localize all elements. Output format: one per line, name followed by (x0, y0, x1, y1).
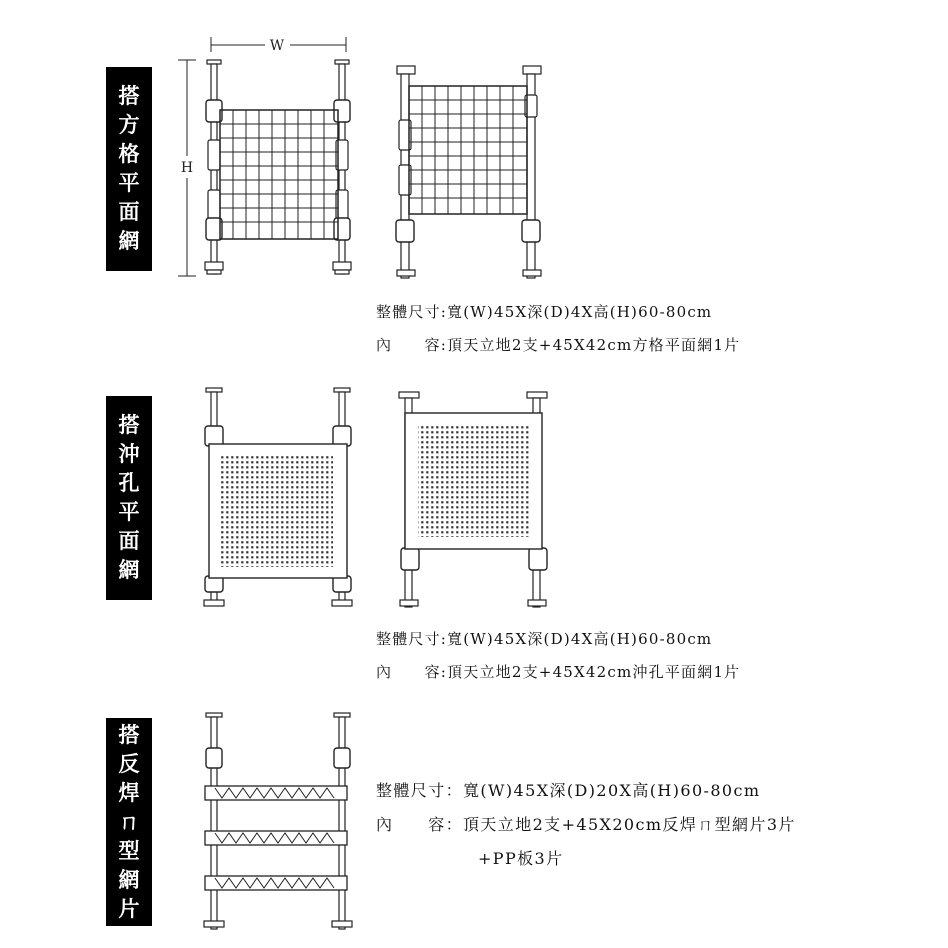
u-shelf (205, 876, 347, 890)
title-char: 搭 (118, 413, 140, 437)
title-char: 面 (118, 200, 140, 224)
tension-pole-left (204, 713, 224, 929)
tension-pole-left (396, 66, 415, 278)
title-char: 搭 (118, 722, 140, 747)
dimension-w-label: W (269, 38, 285, 54)
tension-pole-right (333, 60, 351, 274)
title-char: 搭 (118, 84, 140, 108)
grid-panel-alt-view (396, 66, 541, 278)
contents: 內 容：頂天立地2支+45X20cm反焊ㄇ型網片3片 (376, 815, 796, 834)
u-shelf (205, 786, 347, 800)
title-char: 反 (118, 751, 140, 776)
u-shelf (205, 831, 347, 845)
title-char: ㄇ (118, 809, 140, 834)
title-char: 孔 (118, 471, 140, 495)
title-char: 型 (118, 838, 140, 863)
tension-pole-right (332, 713, 352, 929)
title-char: 沖 (118, 442, 140, 466)
overall-size: 整體尺寸:寬(W)45X深(D)4X高(H)60-80cm (376, 630, 713, 648)
contents-continued: +PP板3片 (478, 849, 564, 868)
title-char: 面 (118, 529, 140, 553)
overall-size: 整體尺寸:寬(W)45X深(D)4X高(H)60-80cm (376, 303, 713, 321)
title-char: 方 (118, 113, 140, 137)
contents: 內 容:頂天立地2支+45X42cm方格平面網1片 (376, 336, 741, 354)
title-char: 網 (118, 558, 140, 582)
section-3-specs (376, 778, 796, 880)
contents: 內 容:頂天立地2支+45X42cm沖孔平面網1片 (376, 663, 741, 681)
title-char: 網 (118, 229, 140, 253)
title-char: 網 (118, 867, 140, 892)
section-1-specs (376, 301, 740, 367)
title-char: 焊 (118, 780, 140, 805)
perforated-panel-alt-view (399, 392, 547, 607)
section-2-specs (376, 628, 740, 694)
title-char: 平 (118, 171, 140, 195)
overall-size: 整體尺寸：寬(W)45X深(D)20X高(H)60-80cm (376, 781, 761, 800)
title-char: 片 (118, 896, 140, 921)
tension-pole-right (522, 66, 541, 278)
title-char: 格 (118, 142, 140, 166)
dimension-h-label: H (180, 160, 194, 176)
u-shelf-front-view (204, 713, 352, 929)
grid-panel-front-view (205, 60, 351, 274)
perforated-panel-front-view (204, 388, 352, 606)
title-char: 平 (118, 500, 140, 524)
